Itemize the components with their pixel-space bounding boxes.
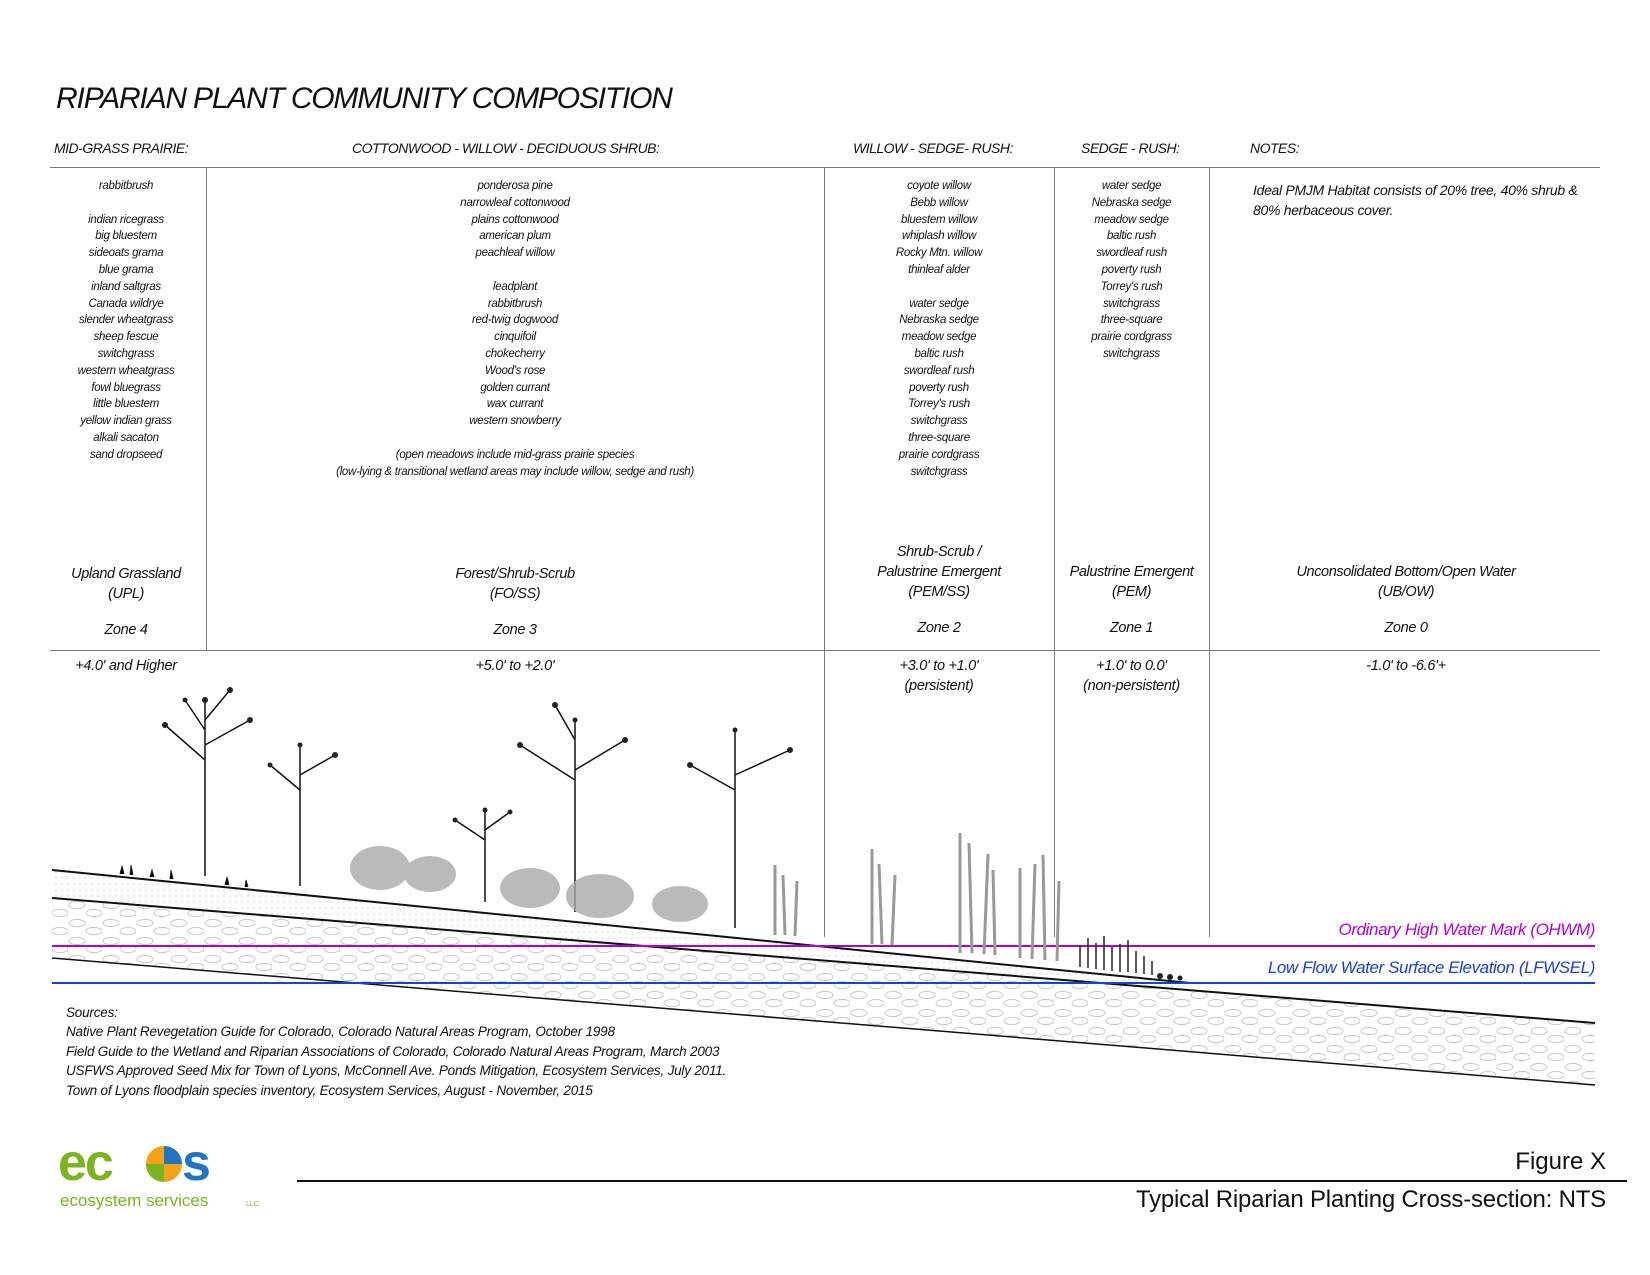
logo-suffix: LLC <box>246 1201 259 1208</box>
page-title: RIPARIAN PLANT COMMUNITY COMPOSITION <box>56 82 672 115</box>
species-item: whiplash willow <box>901 230 977 243</box>
species-item: switchgrass <box>910 415 968 428</box>
species-item: rabbitbrush <box>487 297 543 310</box>
species-item: blue grama <box>98 263 154 276</box>
species-item: plains cottonwood <box>471 213 559 226</box>
logo-tagline: ecosystem services <box>60 1191 209 1210</box>
source-item: Field Guide to the Wetland and Riparian Associations of Colorado, Colorado Natural Areas Program, March 2003 <box>66 1043 720 1059</box>
elevation-line: +1.0' to 0.0' <box>1096 658 1167 674</box>
zone-label-line: Palustrine Emergent <box>1069 564 1194 580</box>
species-item: baltic rush <box>914 347 964 360</box>
zone-label-palustrine <box>1056 562 1207 602</box>
species-item: (open meadows include mid-grass prairie species <box>395 448 635 461</box>
zone-label-open-water <box>1211 562 1601 602</box>
species-item: narrowleaf cottonwood <box>460 196 570 209</box>
species-item: Torrey's rush <box>1100 280 1163 293</box>
species-list-cottonwood-willow <box>208 178 822 480</box>
species-list-willow-sedge-rush <box>826 178 1052 480</box>
species-item: fowl bluegrass <box>91 381 161 394</box>
willow-icon <box>775 833 1059 961</box>
species-list-sedge-rush <box>1056 178 1207 363</box>
elevation-line: (non-persistent) <box>1083 678 1180 694</box>
zone-number-4: Zone 4 <box>104 622 148 638</box>
species-item: american plum <box>479 230 551 243</box>
species-spacer <box>208 430 822 447</box>
species-item: little bluestem <box>93 398 159 411</box>
header-rule <box>50 167 1600 168</box>
species-item: switchgrass <box>1103 347 1160 360</box>
species-item: western snowberry <box>469 415 561 428</box>
species-item: ponderosa pine <box>477 180 553 192</box>
column-header-mid-grass-prairie: MID-GRASS PRAIRIE: <box>54 140 189 156</box>
species-item: water sedge <box>909 297 969 310</box>
figure-title: Typical Riparian Planting Cross-section: NTS <box>1135 1186 1606 1213</box>
zone-label-line: Shrub-Scrub / <box>896 544 982 560</box>
species-item: big bluestem <box>95 230 157 243</box>
species-item: western wheatgrass <box>77 364 175 377</box>
species-item: slender wheatgrass <box>78 314 174 327</box>
species-item: coyote willow <box>907 180 971 192</box>
column-header-notes: NOTES: <box>1250 140 1300 156</box>
column-header-sedge-rush: SEDGE - RUSH: <box>1081 140 1180 156</box>
column-divider-1 <box>206 167 207 651</box>
ecos-logo <box>52 1134 264 1218</box>
species-item: indian ricegrass <box>88 213 164 226</box>
species-item: baltic rush <box>1106 230 1157 243</box>
species-item: thinleaf alder <box>908 263 970 276</box>
source-item: USFWS Approved Seed Mix for Town of Lyons, McConnell Ave. Ponds Mitigation, Ecosystem Services, July 2011. <box>66 1063 727 1079</box>
species-item: golden currant <box>480 381 550 394</box>
zone-label-upland <box>50 564 202 604</box>
species-item: sideoats grama <box>88 247 164 260</box>
elevation-line: +5.0' to +2.0' <box>475 658 555 674</box>
zone-label-line: (UB/OW) <box>1378 584 1434 600</box>
zone-label-line: (FO/SS) <box>489 586 541 602</box>
zone-label-line: Unconsolidated Bottom/Open Water <box>1296 564 1516 580</box>
elevation-line: +4.0' and Higher <box>75 658 177 674</box>
elevation-line: -1.0' to -6.6'+ <box>1366 658 1446 674</box>
species-item: (low-lying & transitional wetland areas may include willow, sedge and rush) <box>336 465 694 478</box>
species-item: red-twig dogwood <box>472 314 558 327</box>
species-item: yellow indian grass <box>80 415 172 428</box>
species-item: swordleaf rush <box>903 364 975 377</box>
zone-number-1: Zone 1 <box>1109 620 1154 636</box>
species-item: prairie cordgrass <box>898 448 980 461</box>
species-item: Rocky Mtn. willow <box>895 247 983 260</box>
zone-number-0: Zone 0 <box>1384 620 1428 636</box>
species-item: switchgrass <box>1103 297 1160 310</box>
logo-wordmark-s: s <box>182 1134 211 1192</box>
elevation-line: (persistent) <box>904 678 974 694</box>
species-item: Nebraska sedge <box>899 314 979 327</box>
species-item: meadow sedge <box>901 331 977 344</box>
zone-rule <box>50 650 1600 651</box>
species-item: Nebraska sedge <box>1091 196 1172 209</box>
zone-label-line: Upland Grassland <box>71 566 181 582</box>
species-item: three-square <box>908 431 970 444</box>
elevation-line: +3.0' to +1.0' <box>899 658 979 674</box>
species-item: wax currant <box>486 398 544 411</box>
species-item: poverty rush <box>909 381 969 394</box>
species-item: swordleaf rush <box>1096 247 1167 260</box>
species-item: rabbitbrush <box>98 180 154 192</box>
species-item: prairie cordgrass <box>1091 331 1172 344</box>
species-item: inland saltgras <box>91 280 161 293</box>
notes-text: Ideal PMJM Habitat consists of 20% tree, 40% shrub & 80% herbaceous cover. <box>1253 182 1578 218</box>
species-spacer <box>826 279 1052 296</box>
zone-label-forest-shrub <box>208 564 822 604</box>
species-item: switchgrass <box>910 465 968 478</box>
figure-number: Figure X <box>1515 1148 1606 1175</box>
species-item: sheep fescue <box>93 331 159 344</box>
column-header-cottonwood-willow: COTTONWOOD - WILLOW - DECIDUOUS SHRUB: <box>352 140 660 156</box>
sources-heading: Sources: <box>66 1005 118 1020</box>
tree-canopy-icon <box>162 687 793 823</box>
species-item: peachleaf willow <box>475 247 555 260</box>
species-item: sand dropseed <box>89 448 163 461</box>
column-header-willow-sedge-rush: WILLOW - SEDGE- RUSH: <box>853 140 1013 156</box>
source-item: Native Plant Revegetation Guide for Colorado, Colorado Natural Areas Program, October 1998 <box>66 1024 615 1040</box>
zone-number-2: Zone 2 <box>917 620 961 636</box>
figure-rule <box>297 1180 1627 1182</box>
sources-block <box>66 1003 726 1100</box>
zone-label-line: Forest/Shrub-Scrub <box>455 566 575 582</box>
species-item: Torrey's rush <box>908 398 970 411</box>
species-item: alkali sacaton <box>93 431 159 444</box>
species-item: three-square <box>1100 314 1163 327</box>
species-item: cinquifoil <box>494 331 536 344</box>
logo-wordmark-ec: ec <box>58 1134 112 1192</box>
zone-label-shrub-emergent <box>826 542 1052 602</box>
species-item: leadplant <box>493 280 537 293</box>
species-item: poverty rush <box>1101 263 1162 276</box>
species-item: switchgrass <box>97 347 155 360</box>
logo-globe-icon <box>146 1146 182 1182</box>
species-list-mid-grass-prairie <box>50 178 202 464</box>
species-item: bluestem willow <box>900 213 978 226</box>
zone-label-line: (PEM) <box>1111 584 1152 600</box>
zone-number-3: Zone 3 <box>493 622 537 638</box>
species-item: Canada wildrye <box>88 297 164 310</box>
sedge-rush-icon <box>1080 936 1152 975</box>
species-spacer <box>208 262 822 279</box>
lfwsel-label: Low Flow Water Surface Elevation (LFWSEL) <box>1267 958 1595 977</box>
species-item: chokecherry <box>485 347 545 360</box>
zone-label-line: (PEM/SS) <box>908 584 970 600</box>
species-item: Bebb willow <box>910 196 968 209</box>
species-item: meadow sedge <box>1094 213 1169 226</box>
ecos-logo-mark <box>52 1134 264 1218</box>
species-item: water sedge <box>1101 180 1162 192</box>
species-item: Wood's rose <box>484 364 546 377</box>
source-item: Town of Lyons floodplain species inventory, Ecosystem Services, August - November, 2015 <box>66 1082 593 1098</box>
ohwm-label: Ordinary High Water Mark (OHWM) <box>1338 920 1595 939</box>
species-spacer <box>50 195 202 212</box>
zone-label-line: Palustrine Emergent <box>877 564 1001 580</box>
zone-label-line: (UPL) <box>108 586 144 602</box>
